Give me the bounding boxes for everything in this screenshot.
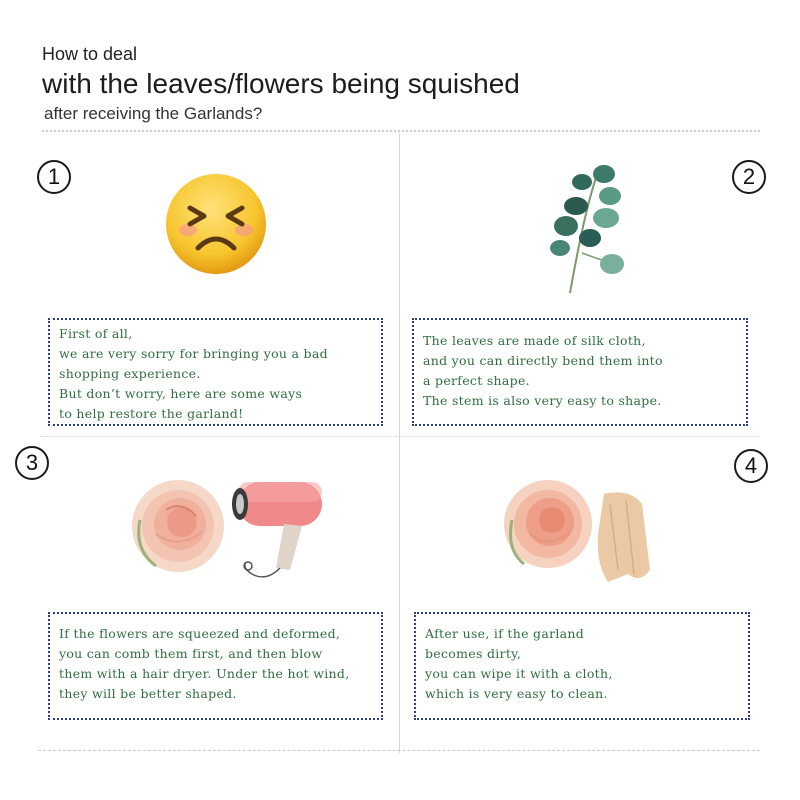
step-1-line: shopping experience. xyxy=(59,366,201,381)
step-4-line: you can wipe it with a cloth, xyxy=(425,666,613,681)
step-3-text-box xyxy=(48,612,383,720)
eucalyptus-stem-icon xyxy=(540,158,630,298)
step-number-3: 3 xyxy=(15,446,49,480)
cloth-icon xyxy=(598,492,650,582)
title-subline: after receiving the Garlands? xyxy=(44,104,263,123)
middle-divider xyxy=(40,436,760,437)
step-1-line: But don’t worry, here are some ways xyxy=(59,386,303,401)
rose-icon xyxy=(132,480,224,572)
step-1-line: First of all, xyxy=(59,326,133,341)
step-3-line: they will be better shaped. xyxy=(59,686,237,701)
step-2-text-box xyxy=(412,318,748,426)
header-divider xyxy=(42,130,760,132)
step-4-line: which is very easy to clean. xyxy=(425,686,608,701)
step-2-line: a perfect shape. xyxy=(423,373,530,388)
step-4-line: becomes dirty, xyxy=(425,646,522,661)
bottom-divider xyxy=(38,750,760,751)
title-line-1: How to deal xyxy=(42,44,138,64)
step-2-line: The stem is also very easy to shape. xyxy=(423,393,662,408)
step-3-line: If the flowers are squeezed and deformed, xyxy=(59,626,341,641)
step-1-text-box xyxy=(48,318,383,426)
rose-and-cloth-icon xyxy=(500,474,660,594)
step-number-1: 1 xyxy=(37,160,71,194)
step-2-line: The leaves are made of silk cloth, xyxy=(423,333,646,348)
step-number-2: 2 xyxy=(732,160,766,194)
step-number-4: 4 xyxy=(734,449,768,483)
step-3-line: them with a hair dryer. Under the hot wind, xyxy=(59,666,350,681)
hair-dryer-icon xyxy=(232,482,322,577)
step-4-line: After use, if the garland xyxy=(425,626,585,641)
step-4-text-box xyxy=(414,612,750,720)
rose-and-hair-dryer-icon xyxy=(126,470,336,590)
rose-icon xyxy=(504,480,592,568)
sad-face-emoji-icon xyxy=(160,168,272,280)
page-title: with the leaves/flowers being squished xyxy=(42,68,520,99)
step-2-line: and you can directly bend them into xyxy=(423,353,663,368)
vertical-divider xyxy=(399,133,400,753)
step-1-line: we are very sorry for bringing you a bad xyxy=(59,346,328,361)
step-3-line: you can comb them first, and then blow xyxy=(59,646,323,661)
step-1-line: to help restore the garland! xyxy=(59,406,244,421)
